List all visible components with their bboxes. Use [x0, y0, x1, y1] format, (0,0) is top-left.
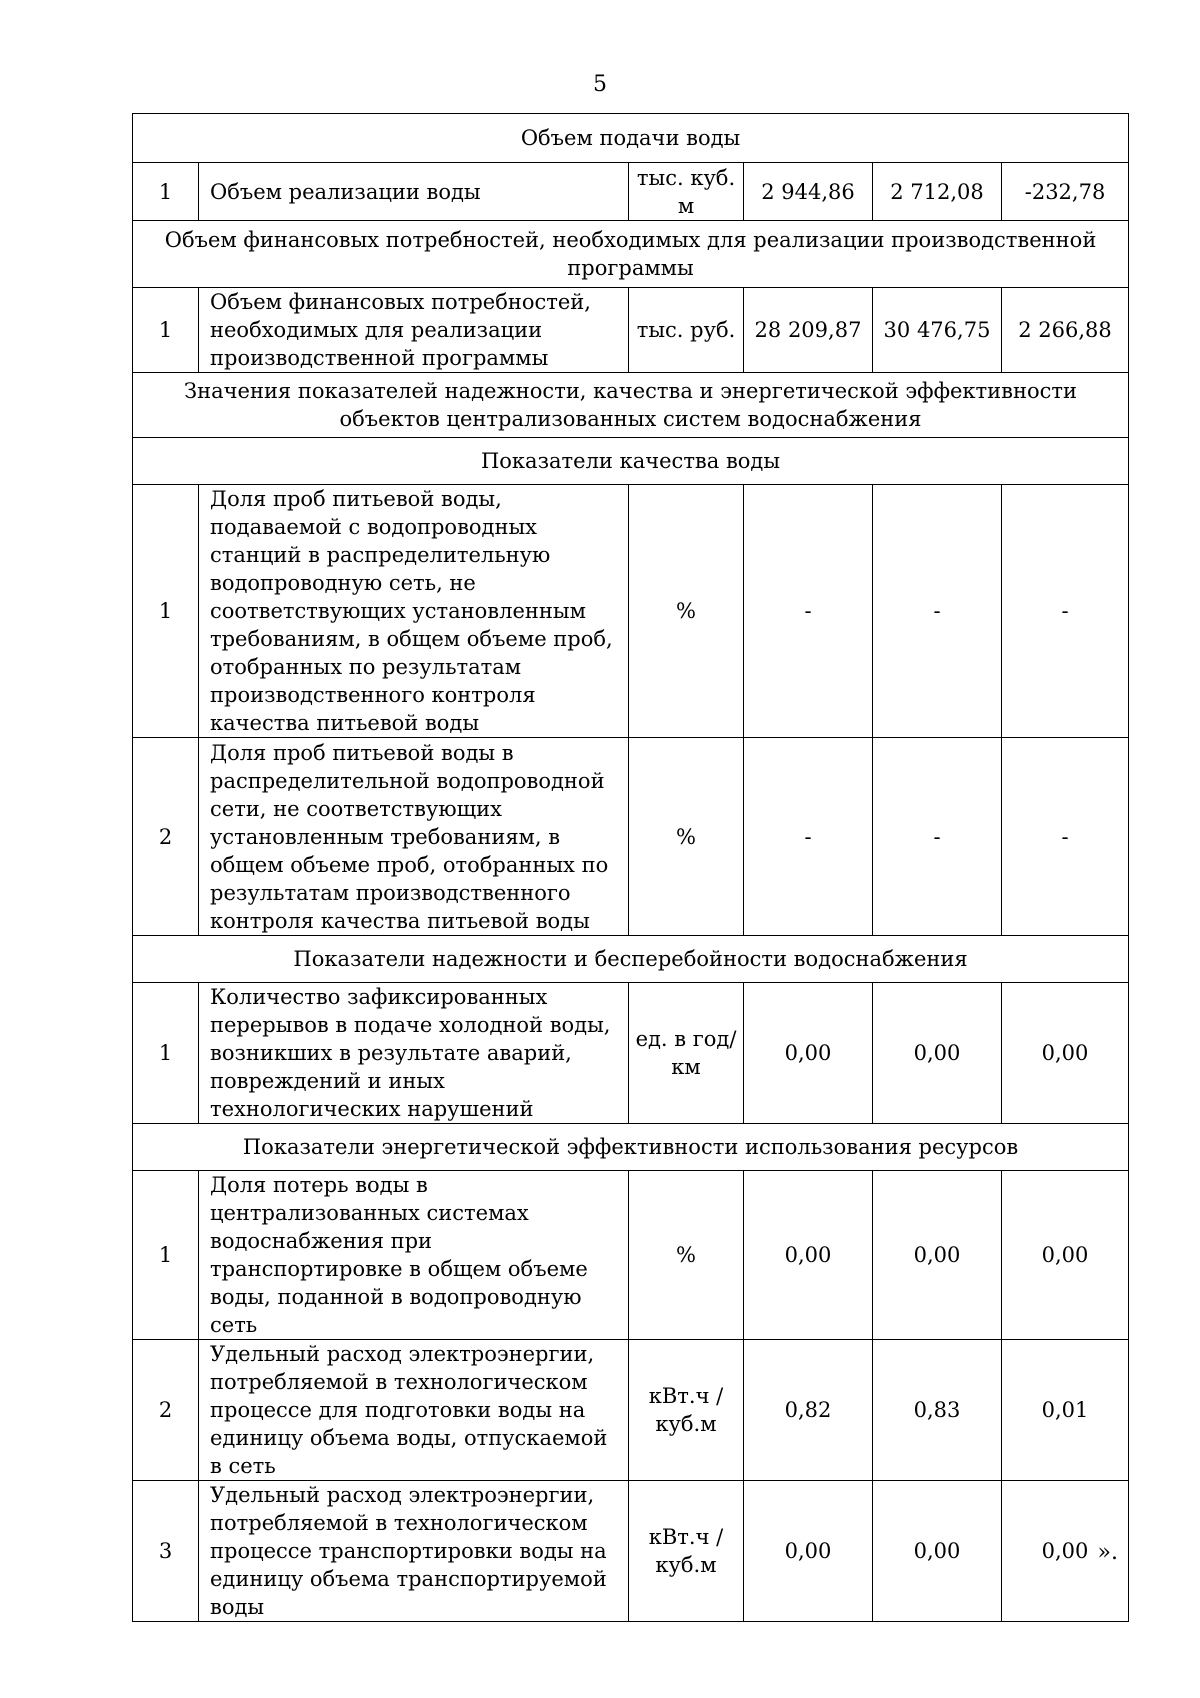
row-number: 1 [133, 163, 199, 221]
table-row [133, 738, 1129, 936]
value-cell-1: 28 209,87 [744, 288, 873, 373]
row-number: 1 [133, 1171, 199, 1340]
value-cell-3: -232,78 [1002, 163, 1129, 221]
row-number: 2 [133, 1340, 199, 1481]
row-number: 1 [133, 485, 199, 738]
section-title: Показатели качества воды [133, 438, 1129, 485]
unit-cell: % [629, 485, 744, 738]
table-row [133, 1340, 1129, 1481]
value-cell-3: 0,00 [1002, 1481, 1129, 1622]
value-cell-2: 0,00 [873, 983, 1002, 1124]
value-cell-1: - [744, 738, 873, 936]
section-title: Объем финансовых потребностей, необходимых для реализации производственной программы [133, 221, 1129, 288]
section-header-row [133, 373, 1129, 438]
value-cell-2: - [873, 485, 1002, 738]
unit-cell: % [629, 1171, 744, 1340]
value-cell-1: 2 944,86 [744, 163, 873, 221]
value-cell-1: 0,00 [744, 983, 873, 1124]
value-cell-1: 0,00 [744, 1171, 873, 1340]
value-cell-2: 0,00 [873, 1171, 1002, 1340]
value-cell-2: 2 712,08 [873, 163, 1002, 221]
section-header-row [133, 1124, 1129, 1171]
indicator-name: Доля проб питьевой воды в распределительной водопроводной сети, не соответствующих установленным требованиям, в общем объеме проб, отобранных по результатам производственного контроля качества питьевой воды [199, 738, 629, 936]
value-cell-3: 0,00 [1002, 983, 1129, 1124]
section-header-row [133, 438, 1129, 485]
section-header-row [133, 221, 1129, 288]
value-cell-2: 30 476,75 [873, 288, 1002, 373]
unit-cell: ед. в год/ км [629, 983, 744, 1124]
closing-quote-mark: ». [1097, 1540, 1118, 1565]
row-number: 3 [133, 1481, 199, 1622]
table-row [133, 1481, 1129, 1622]
unit-cell: кВт.ч / куб.м [629, 1481, 744, 1622]
table-row [133, 163, 1129, 221]
indicator-name: Объем финансовых потребностей, необходимых для реализации производственной программы [199, 288, 629, 373]
indicator-name: Доля проб питьевой воды, подаваемой с водопроводных станций в распределительную водопроводную сеть, не соответствующих установленным требованиям, в общем объеме проб, отобранных по результатам производственного контроля качества питьевой воды [199, 485, 629, 738]
indicator-name: Объем реализации воды [199, 163, 629, 221]
value-cell-2: 0,00 [873, 1481, 1002, 1622]
value-cell-3: - [1002, 485, 1129, 738]
value-cell-3: 0,00 [1002, 1171, 1129, 1340]
section-title: Объем подачи воды [133, 114, 1129, 163]
row-number: 1 [133, 288, 199, 373]
page-number: 5 [593, 72, 607, 97]
section-title: Значения показателей надежности, качества и энергетической эффективности объектов централизованных систем водоснабжения [133, 373, 1129, 438]
table-row [133, 983, 1129, 1124]
indicator-name: Удельный расход электроэнергии, потребляемой в технологическом процессе для подготовки воды на единицу объема воды, отпускаемой в сеть [199, 1340, 629, 1481]
indicator-name: Доля потерь воды в централизованных системах водоснабжения при транспортировке в общем объеме воды, поданной в водопроводную сеть [199, 1171, 629, 1340]
row-number: 1 [133, 983, 199, 1124]
table-row [133, 485, 1129, 738]
value-cell-3: 2 266,88 [1002, 288, 1129, 373]
section-title: Показатели энергетической эффективности использования ресурсов [133, 1124, 1129, 1171]
value-cell-3: - [1002, 738, 1129, 936]
value-cell-2: 0,83 [873, 1340, 1002, 1481]
value-cell-3: 0,01 [1002, 1340, 1129, 1481]
section-header-row [133, 114, 1129, 163]
section-header-row [133, 936, 1129, 983]
unit-cell: тыс. руб. [629, 288, 744, 373]
indicator-name: Количество зафиксированных перерывов в подаче холодной воды, возникших в результате аварий, повреждений и иных технологических нарушений [199, 983, 629, 1124]
unit-cell: % [629, 738, 744, 936]
value-cell-1: - [744, 485, 873, 738]
table-row [133, 1171, 1129, 1340]
unit-cell: тыс. куб. м [629, 163, 744, 221]
indicators-table [132, 113, 1129, 1622]
table-row [133, 288, 1129, 373]
value-cell-1: 0,00 [744, 1481, 873, 1622]
indicator-name: Удельный расход электроэнергии, потребляемой в технологическом процессе транспортировки воды на единицу объема транспортируемой воды [199, 1481, 629, 1622]
section-title: Показатели надежности и бесперебойности водоснабжения [133, 936, 1129, 983]
row-number: 2 [133, 738, 199, 936]
unit-cell: кВт.ч / куб.м [629, 1340, 744, 1481]
value-cell-2: - [873, 738, 1002, 936]
value-cell-1: 0,82 [744, 1340, 873, 1481]
